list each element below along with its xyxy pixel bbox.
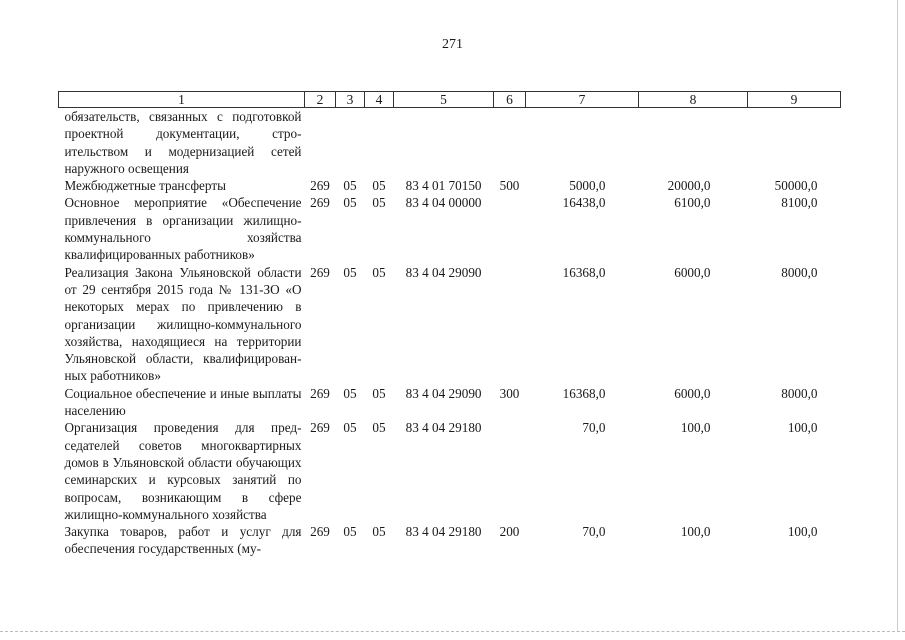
row-section: 05 bbox=[343, 264, 357, 280]
page-edge-divider bbox=[897, 0, 898, 632]
header-col-9: 9 bbox=[748, 92, 841, 108]
row-ministry-code bbox=[305, 108, 336, 178]
row-value-7: 16368,0 bbox=[562, 264, 606, 280]
row-ministry-code: 269 bbox=[310, 385, 330, 401]
table-row bbox=[59, 264, 841, 385]
row-value-9: 8000,0 bbox=[781, 385, 818, 401]
row-value-7: 70,0 bbox=[582, 420, 606, 436]
table-row bbox=[59, 108, 841, 178]
row-subsection: 05 bbox=[372, 195, 386, 211]
row-value-7: 16368,0 bbox=[562, 385, 606, 401]
header-col-4: 4 bbox=[365, 92, 394, 108]
row-value-9: 50000,0 bbox=[774, 178, 818, 194]
row-value-7: 70,0 bbox=[582, 524, 606, 540]
row-ministry-code: 269 bbox=[310, 420, 330, 436]
row-value-7: 5000,0 bbox=[569, 178, 606, 194]
header-col-5: 5 bbox=[394, 92, 494, 108]
row-subsection: 05 bbox=[372, 264, 386, 280]
row-section: 05 bbox=[343, 524, 357, 540]
row-value-9: 100,0 bbox=[787, 524, 818, 540]
row-name: Социальное обеспечение и иные выплаты населению bbox=[64, 385, 302, 419]
row-value-7: 16438,0 bbox=[562, 195, 606, 211]
page-number: 271 bbox=[442, 37, 463, 52]
table-row bbox=[59, 194, 841, 263]
row-value-9 bbox=[748, 108, 841, 178]
row-name: обязательств, связанных с подготовкой проектной документации, строительством и модернизацией сетей наружного освещения bbox=[64, 109, 302, 176]
header-col-7: 7 bbox=[526, 92, 639, 108]
row-value-8: 6000,0 bbox=[674, 264, 711, 280]
row-section: 05 bbox=[343, 420, 357, 436]
row-value-8: 20000,0 bbox=[667, 178, 711, 194]
table-row bbox=[59, 385, 841, 420]
row-target-code: 83 4 04 29180 bbox=[405, 420, 482, 436]
row-name: Организация проведения для председателей советов многоквартирных домов в Ульяновской области обучающих семинарских и курсовых занятий по вопросам, возникающим в сфере жилищно-коммунального хозяйства bbox=[64, 420, 302, 522]
row-name: Закупка товаров, работ и услуг для обеспечения государственных (му- bbox=[64, 524, 302, 557]
row-expense-type bbox=[494, 419, 526, 523]
row-value-9: 100,0 bbox=[787, 420, 818, 436]
header-col-6: 6 bbox=[494, 92, 526, 108]
row-ministry-code: 269 bbox=[310, 524, 330, 540]
row-expense-type: 200 bbox=[499, 524, 520, 540]
row-name: Реализация Закона Ульяновской области от 29 сентября 2015 года № 131-ЗО «О некоторых мерах по привлечению в организации жилищно-коммунального хозяйства, находящиеся на территории Ульяновской области, квалифицированных работников» bbox=[64, 264, 302, 384]
row-ministry-code: 269 bbox=[310, 264, 330, 280]
row-target-code: 83 4 04 29180 bbox=[405, 524, 482, 540]
row-target-code: 83 4 04 29090 bbox=[405, 264, 482, 280]
row-target-code: 83 4 04 29090 bbox=[405, 385, 482, 401]
row-target-code bbox=[394, 108, 494, 178]
row-expense-type: 500 bbox=[499, 178, 520, 194]
row-subsection: 05 bbox=[372, 420, 386, 436]
row-value-8: 100,0 bbox=[680, 524, 711, 540]
row-subsection: 05 bbox=[372, 385, 386, 401]
row-value-8: 6000,0 bbox=[674, 385, 711, 401]
header-col-1: 1 bbox=[59, 92, 305, 108]
row-target-code: 83 4 04 00000 bbox=[405, 195, 482, 211]
row-subsection: 05 bbox=[372, 524, 386, 540]
row-expense-type: 300 bbox=[499, 385, 520, 401]
row-value-8 bbox=[639, 108, 748, 178]
header-col-2: 2 bbox=[305, 92, 336, 108]
row-expense-type bbox=[494, 108, 526, 178]
table-row bbox=[59, 419, 841, 523]
page-bottom-divider bbox=[0, 631, 905, 632]
row-section: 05 bbox=[343, 195, 357, 211]
row-expense-type bbox=[494, 194, 526, 263]
row-value-9: 8000,0 bbox=[781, 264, 818, 280]
row-subsection: 05 bbox=[372, 178, 386, 194]
row-ministry-code: 269 bbox=[310, 178, 330, 194]
row-section: 05 bbox=[343, 385, 357, 401]
row-value-8: 100,0 bbox=[680, 420, 711, 436]
row-value-7 bbox=[526, 108, 639, 178]
row-target-code: 83 4 01 70150 bbox=[405, 178, 482, 194]
table-row bbox=[59, 177, 841, 194]
budget-table bbox=[58, 91, 841, 558]
table-row bbox=[59, 523, 841, 558]
header-col-8: 8 bbox=[639, 92, 748, 108]
row-name: Основное мероприятие «Обеспечение привлечения в организации жилищно-коммунального хозяйства квалифицированных работников» bbox=[64, 195, 302, 263]
table-header-row bbox=[59, 92, 841, 108]
row-ministry-code: 269 bbox=[310, 195, 330, 211]
header-col-3: 3 bbox=[336, 92, 365, 108]
row-value-9: 8100,0 bbox=[781, 195, 818, 211]
row-expense-type bbox=[494, 264, 526, 385]
row-section: 05 bbox=[343, 178, 357, 194]
row-section bbox=[336, 108, 365, 178]
row-name: Межбюджетные трансферты bbox=[64, 178, 226, 194]
row-subsection bbox=[365, 108, 394, 178]
row-value-8: 6100,0 bbox=[674, 195, 711, 211]
